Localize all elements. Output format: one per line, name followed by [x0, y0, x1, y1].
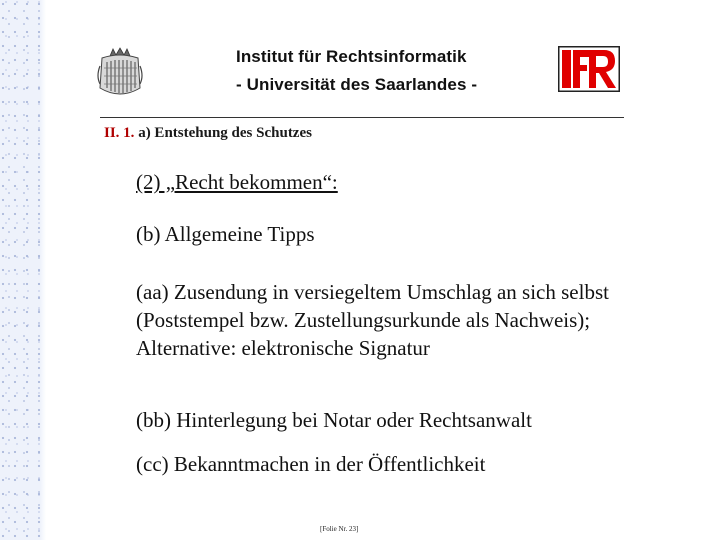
header-divider — [100, 117, 624, 118]
slide-number: [Folie Nr. 23] — [320, 525, 359, 533]
section-title: a) Entstehung des Schutzes — [138, 125, 312, 141]
tip-zusendung: (aa) Zusendung in versiegeltem Umschlag an sich selbst (Poststempel bzw. Zustellungsurkunde als Nachweis); Alternative: elektronische Signatur — [136, 280, 609, 360]
point-recht-bekommen: (2) „Recht bekommen“: — [136, 170, 338, 194]
tip-hinterlegung: (bb) Hinterlegung bei Notar oder Rechtsanwalt — [136, 408, 532, 432]
university-seal-icon — [96, 46, 144, 102]
ifr-logo-icon — [558, 46, 620, 92]
university-subtitle: - Universität des Saarlandes - — [236, 75, 478, 94]
point-allgemeine-tipps: (b) Allgemeine Tipps — [136, 222, 315, 246]
institute-title: Institut für Rechtsinformatik — [236, 47, 467, 66]
decorative-side-strip — [0, 0, 46, 540]
section-number: II. 1. — [104, 125, 135, 141]
tip-bekanntmachen: (cc) Bekanntmachen in der Öffentlichkeit — [136, 452, 486, 476]
section-heading — [104, 125, 312, 142]
